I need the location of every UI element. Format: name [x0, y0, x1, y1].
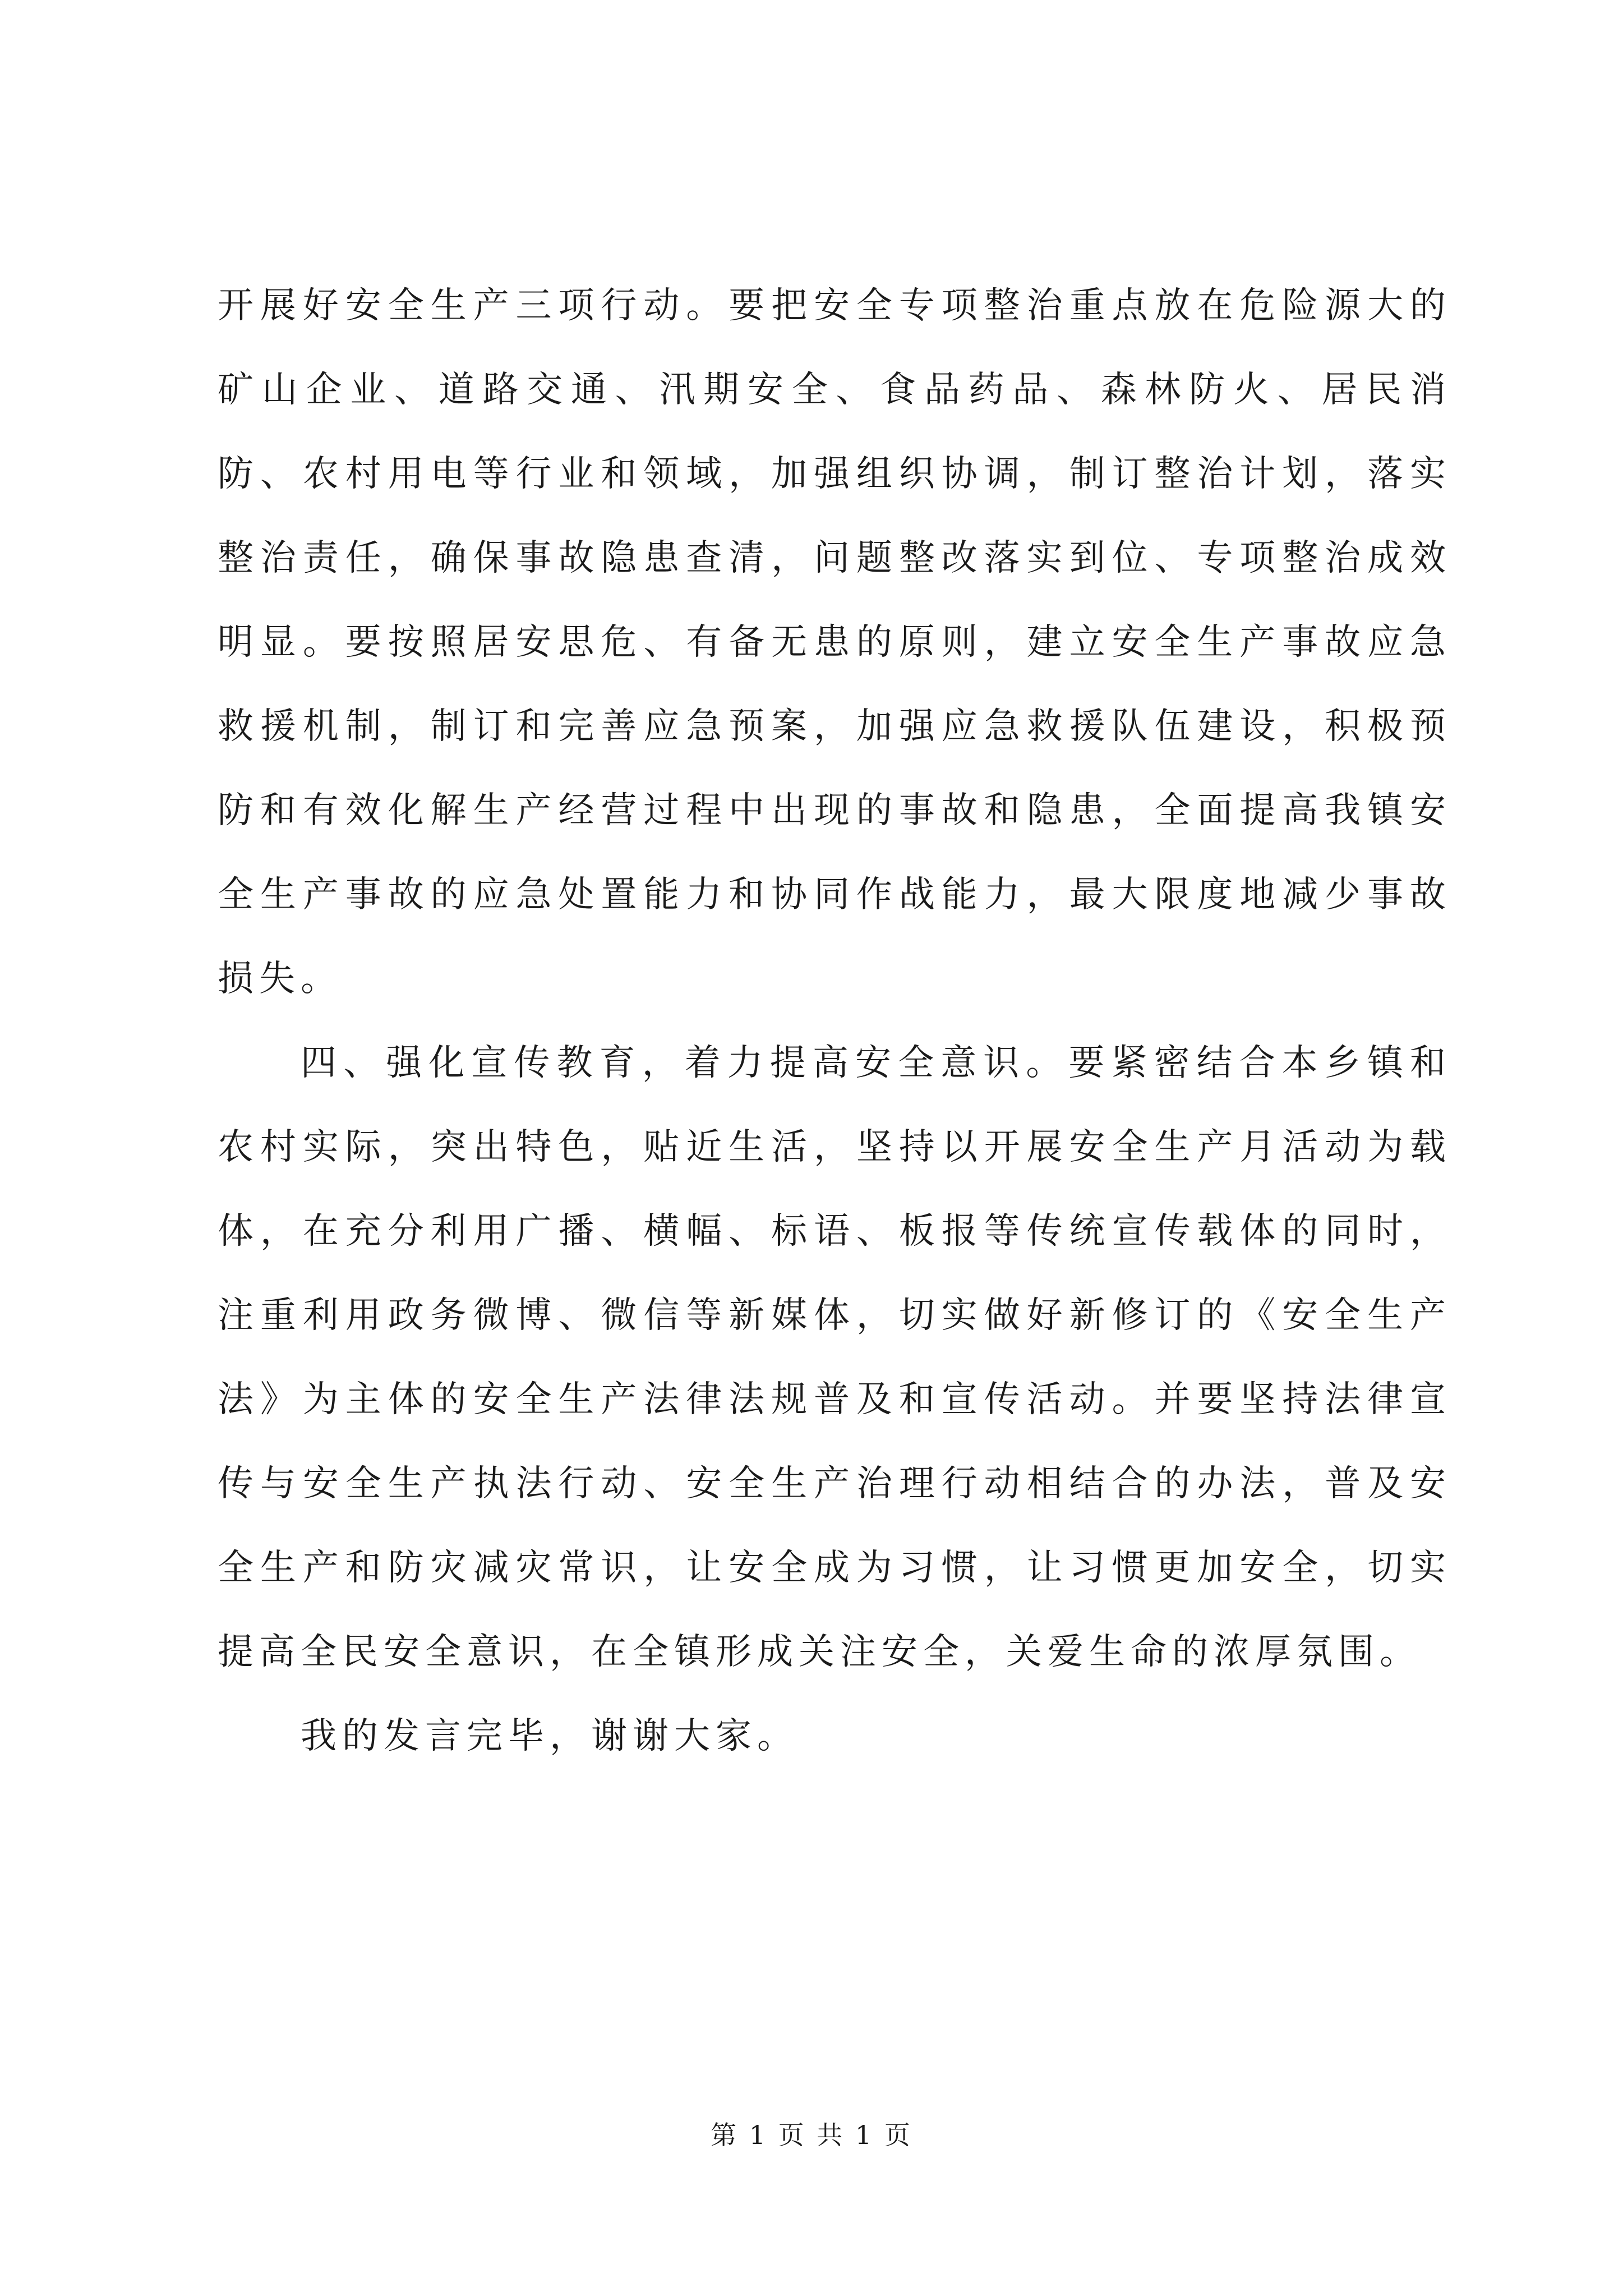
document-body: [218, 264, 1451, 1778]
paragraph-3: 我的发言完毕，谢谢大家。: [301, 1715, 799, 1757]
page-footer: 第 1 页 共 1 页: [711, 2120, 912, 2150]
paragraph-1: 开展好安全生产三项行动。要把安全专项整治重点放在危险源大的矿山企业、道路交通、汛期安全、食品药品、森林防火、居民消防、农村用电等行业和领域，加强组织协调，制订整治计划，落实整治责任，确保事故隐患查清，问题整改落实到位、专项整治成效明显。要按照居安思危、有备无患的原则，建立安全生产事故应急救援机制，制订和完善应急预案，加强应急救援队伍建设，积极预防和有效化解生产经营过程中出现的事故和隐患，全面提高我镇安全生产事故的应急处置能力和协同作战能力，最大限度地减少事故损失。: [218, 285, 1451, 1000]
paragraph-2: 四、强化宣传教育，着力提高安全意识。要紧密结合本乡镇和农村实际，突出特色，贴近生活，坚持以开展安全生产月活动为载体，在充分利用广播、横幅、标语、板报等传统宣传载体的同时，注重利用政务微博、微信等新媒体，切实做好新修订的《安全生产法》为主体的安全生产法律法规普及和宣传活动。并要坚持法律宣传与安全生产执法行动、安全生产治理行动相结合的办法，普及安全生产和防灾减灾常识，让安全成为习惯，让习惯更加安全，切实提高全民安全意识，在全镇形成关注安全，关爱生命的浓厚氛围。: [218, 1042, 1451, 1673]
